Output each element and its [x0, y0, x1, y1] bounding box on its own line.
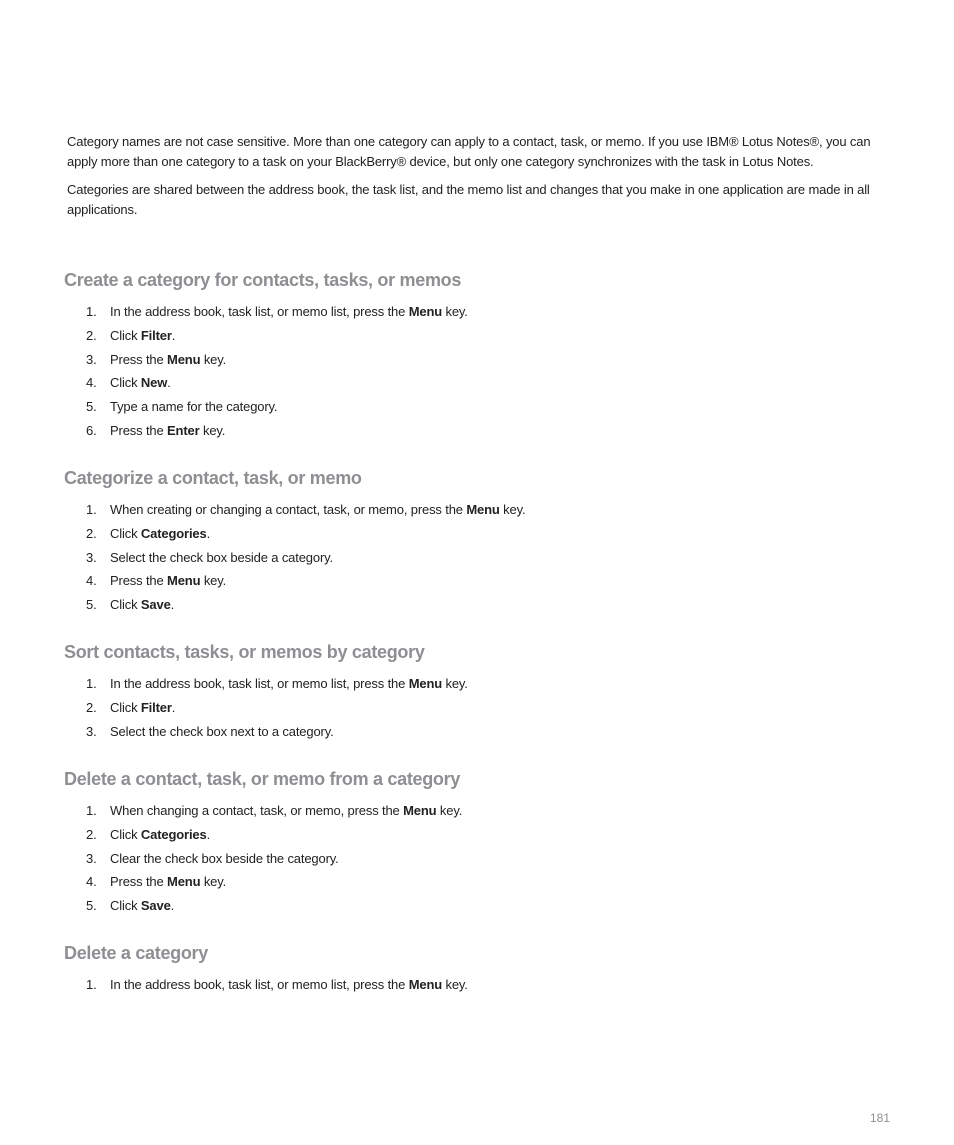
section-heading: Sort contacts, tasks, or memos by category: [64, 642, 425, 662]
step-number: 3.: [86, 723, 97, 739]
intro-paragraph: Category names are not case sensitive. More than one category can apply to a contact, task, or memo. If you use IBM® Lotus Notes®, you can apply more than one category to a task on your BlackBerry® device, but only one category synchronizes with the task in Lotus Notes.: [67, 134, 871, 169]
section-heading: Delete a category: [64, 943, 208, 963]
intro-text: [67, 132, 895, 228]
list-item: [64, 894, 904, 918]
list-item: [64, 348, 904, 372]
step-number: 1.: [86, 977, 97, 992]
step-text: Press the: [110, 573, 168, 589]
step-text: key.: [499, 502, 526, 517]
step-text: Click: [110, 699, 141, 715]
list-item: [64, 498, 904, 522]
step-text: Clear the check box beside the category.: [110, 850, 339, 866]
step-text: Type a name for the category.: [110, 399, 278, 415]
step-keyword: Menu: [403, 803, 437, 818]
list-item: [64, 823, 904, 847]
step-number: 2.: [86, 826, 97, 842]
list-item: [64, 720, 904, 744]
step-text: key.: [200, 874, 227, 890]
step-number: 1.: [86, 304, 97, 319]
list-item: [64, 324, 904, 348]
step-text: Click: [110, 525, 141, 541]
step-text: key.: [200, 351, 227, 367]
section-heading: Delete a contact, task, or memo from a category: [64, 769, 461, 789]
section-create-category: [64, 269, 904, 443]
steps-list: [64, 672, 904, 743]
list-item: [64, 696, 904, 720]
step-number: 4.: [86, 573, 97, 589]
step-keyword: Save: [140, 898, 171, 914]
steps-list: [64, 799, 904, 918]
step-number: 2.: [86, 525, 97, 541]
step-text: key.: [200, 573, 227, 589]
step-text: Click: [110, 597, 141, 613]
step-number: 3.: [86, 549, 97, 565]
step-text: .: [170, 597, 175, 613]
step-text: Click: [110, 327, 141, 343]
section-heading: Categorize a contact, task, or memo: [64, 468, 362, 488]
steps-list: [64, 973, 904, 997]
list-item: [64, 593, 904, 617]
page-number: 181: [869, 1111, 890, 1125]
step-keyword: Categories: [140, 525, 207, 541]
section-heading: Create a category for contacts, tasks, or memos: [64, 270, 462, 290]
step-text: Click: [110, 375, 141, 391]
step-keyword: Menu: [408, 977, 443, 992]
step-keyword: Categories: [140, 826, 207, 842]
step-text: Press the: [110, 422, 168, 438]
step-text: When changing a contact, task, or memo, press the: [110, 803, 404, 818]
step-text: Press the: [110, 351, 168, 367]
step-text: .: [206, 826, 211, 842]
step-keyword: Filter: [140, 699, 172, 715]
list-item: [64, 672, 904, 696]
step-text: .: [167, 375, 171, 391]
step-number: 1.: [86, 676, 97, 691]
section-delete-category: [64, 942, 904, 997]
section-sort-by-category: [64, 641, 904, 743]
steps-list: [64, 498, 904, 617]
list-item: [64, 371, 904, 395]
step-keyword: Menu: [167, 573, 201, 589]
step-text: In the address book, task list, or memo list, press the: [110, 676, 409, 691]
section-categorize-item: [64, 467, 904, 617]
step-text: When creating or changing a contact, task, or memo, press the: [110, 502, 467, 517]
step-text: Click: [110, 826, 141, 842]
list-item: [64, 569, 904, 593]
step-text: .: [206, 525, 211, 541]
step-number: 3.: [86, 351, 97, 367]
step-keyword: Enter: [167, 422, 200, 438]
step-number: 1.: [86, 502, 97, 517]
section-remove-from-category: [64, 768, 904, 918]
intro-paragraph: Categories are shared between the address book, the task list, and the memo list and changes that you make in one application are made in all applications.: [67, 182, 870, 217]
step-text: key.: [442, 676, 468, 691]
step-number: 6.: [86, 422, 97, 438]
step-text: Press the: [110, 874, 168, 890]
step-keyword: Menu: [167, 351, 201, 367]
list-item: [64, 847, 904, 871]
list-item: [64, 799, 904, 823]
steps-list: [64, 300, 904, 443]
list-item: [64, 973, 904, 997]
step-text: key.: [199, 422, 226, 438]
step-text: In the address book, task list, or memo list, press the: [110, 977, 409, 992]
step-number: 5.: [86, 399, 97, 415]
step-text: Click: [110, 898, 141, 914]
step-text: key.: [436, 803, 463, 818]
list-item: [64, 546, 904, 570]
step-number: 4.: [86, 375, 97, 391]
step-text: .: [171, 327, 176, 343]
list-item: [64, 870, 904, 894]
list-item: [64, 419, 904, 443]
step-number: 2.: [86, 699, 97, 715]
step-text: In the address book, task list, or memo list, press the: [110, 304, 409, 319]
list-item: [64, 300, 904, 324]
step-text: Select the check box next to a category.: [110, 723, 334, 739]
step-text: key.: [442, 977, 468, 992]
list-item: [64, 395, 904, 419]
step-keyword: Menu: [466, 502, 500, 517]
step-text: .: [170, 898, 175, 914]
step-keyword: Filter: [140, 327, 172, 343]
list-item: [64, 522, 904, 546]
step-text: .: [171, 699, 176, 715]
step-number: 3.: [86, 850, 97, 866]
step-keyword: Save: [140, 597, 171, 613]
step-keyword: Menu: [167, 874, 201, 890]
step-number: 4.: [86, 874, 97, 890]
step-keyword: Menu: [408, 676, 443, 691]
step-number: 1.: [86, 803, 97, 818]
step-keyword: Menu: [408, 304, 443, 319]
step-keyword: New: [140, 375, 168, 391]
step-number: 2.: [86, 327, 97, 343]
step-number: 5.: [86, 898, 97, 914]
step-text: Select the check box beside a category.: [110, 549, 333, 565]
step-number: 5.: [86, 597, 97, 613]
step-text: key.: [442, 304, 468, 319]
